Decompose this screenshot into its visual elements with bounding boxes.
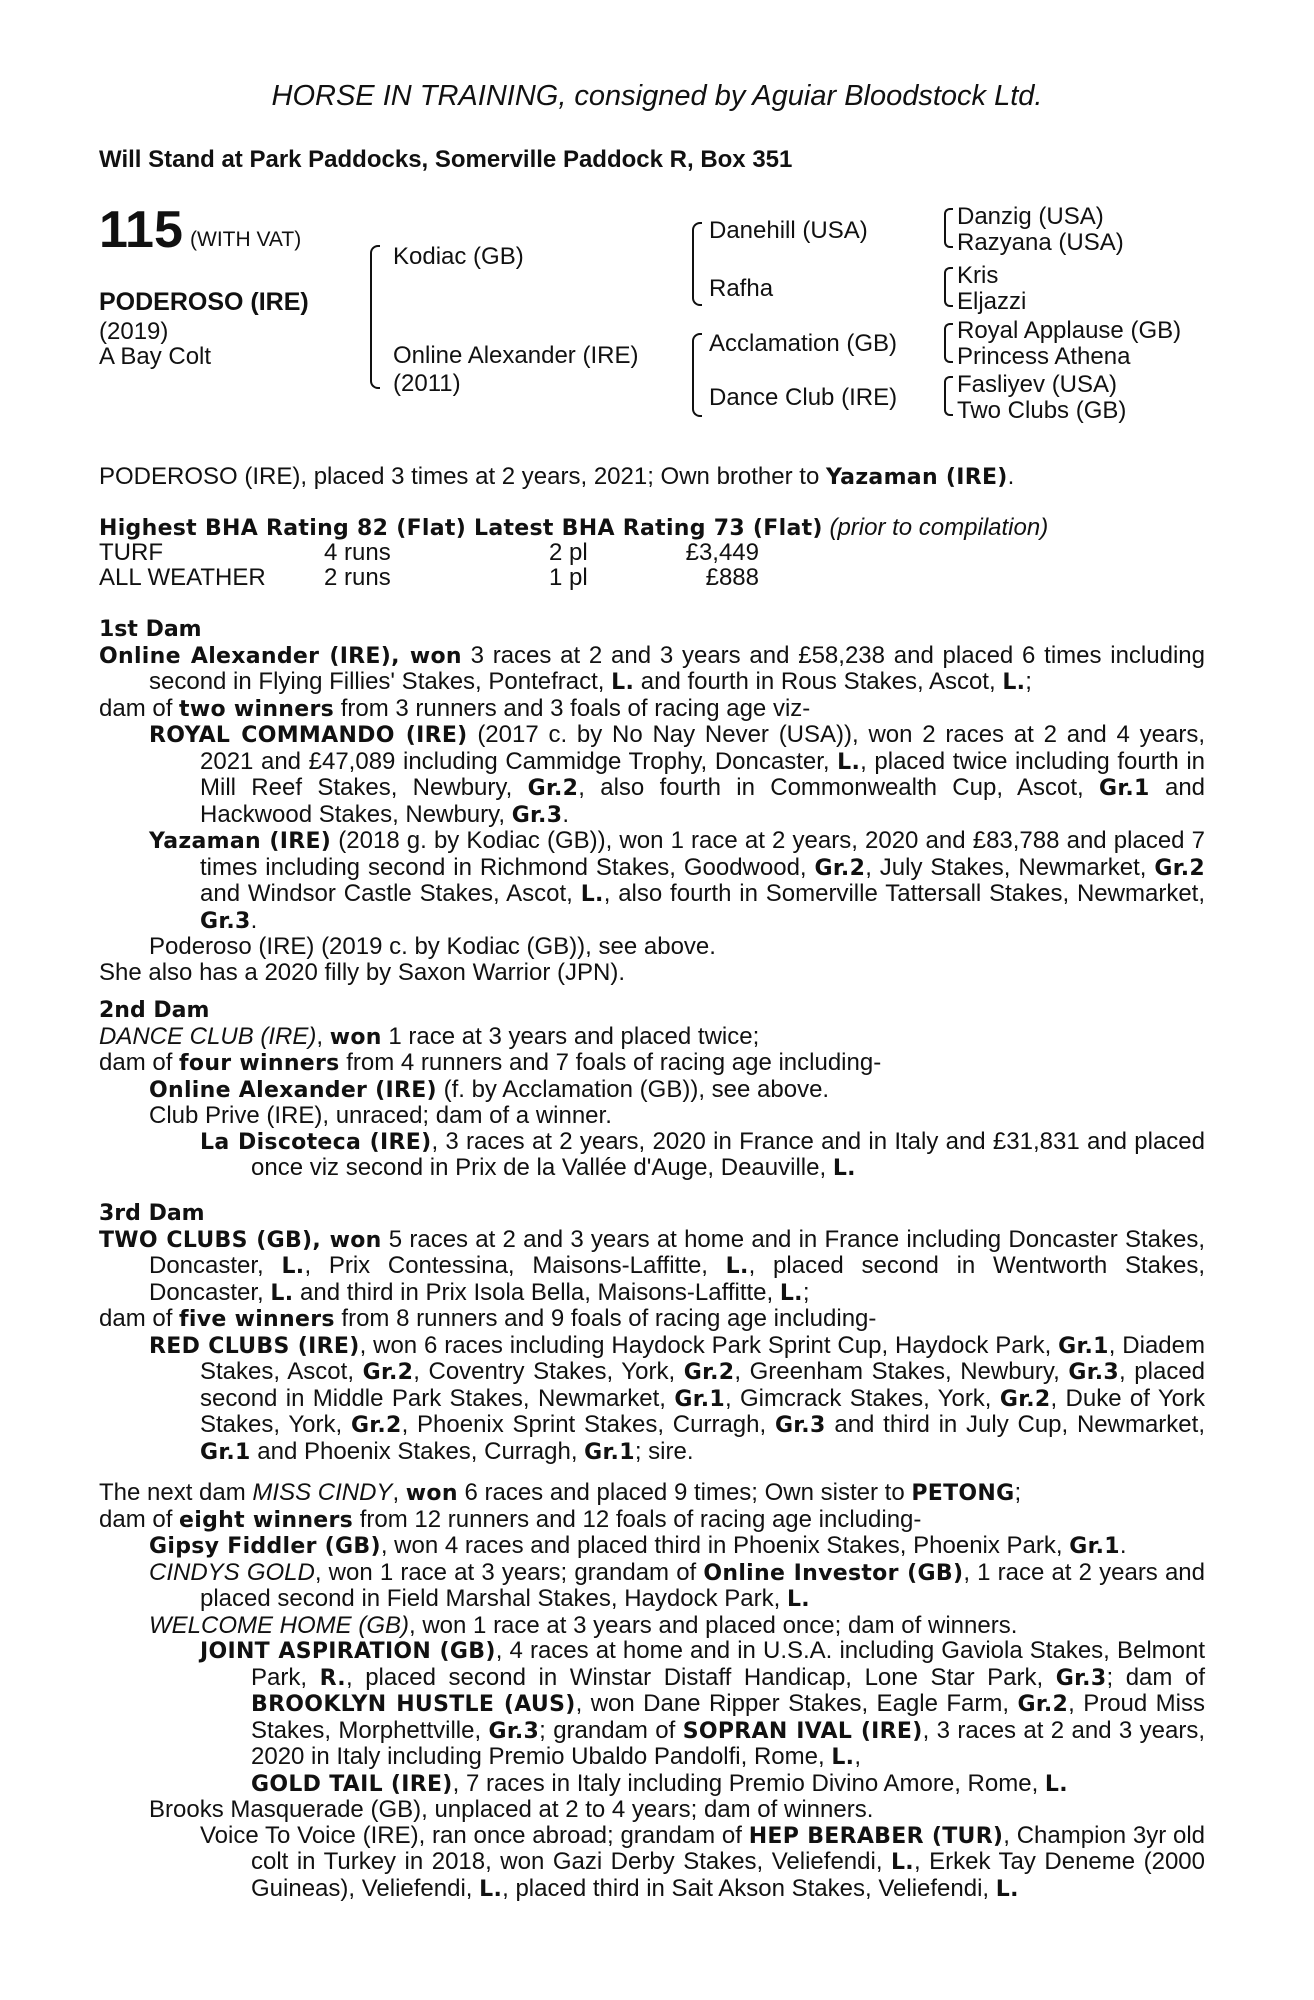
produce-entry: Club Prive (IRE), unraced; dam of a winner.	[149, 1102, 612, 1129]
pedigree-sdd: Eljazzi	[957, 288, 1027, 315]
produce-entry: CINDYS GOLD, won 1 race at 3 years; grandam of Online Investor (GB), 1 race at 2 years and placed second in Field Marshal Stakes, Haydock Park, L.	[149, 1558, 1205, 1612]
pedigree-dam-dam: Dance Club (IRE)	[709, 384, 898, 411]
bracket-dam	[692, 333, 702, 417]
pedigree-ddd: Two Clubs (GB)	[957, 397, 1127, 424]
produce-entry: Brooks Masquerade (GB), unplaced at 2 to 4 years; dam of winners.	[149, 1796, 874, 1823]
rating-note: (prior to compilation)	[829, 514, 1049, 541]
bracket-gen1	[370, 245, 380, 389]
rating-highest: Highest BHA Rating 82 (Flat) Latest BHA Rating 73 (Flat)	[99, 516, 823, 541]
produce-entry: Online Alexander (IRE) (f. by Acclamation (GB)), see above.	[149, 1075, 830, 1103]
pedigree-ssd: Razyana (USA)	[957, 229, 1124, 256]
stand-location: Will Stand at Park Paddocks, Somerville Paddock R, Box 351	[99, 146, 793, 173]
vat-label: (WITH VAT)	[190, 228, 302, 251]
race-record-table	[99, 540, 759, 590]
produce-entry: ROYAL COMMANDO (IRE) (2017 c. by No Nay Never (USA)), won 2 races at 2 and 4 years, 2021 and £47,089 including Cammidge Trophy, Doncaster, L., placed twice including fourth in Mill Reef Stakes, Newbury, Gr.2, also fourth in Commonwealth Cup, Ascot, Gr.1 and Hackwood Stakes, Newbury, Gr.3.	[149, 721, 1206, 828]
first-dam-section: 1st Dam Online Alexander (IRE), won 3 races at 2 and 3 years and £58,238 and placed 6 times including second in Flying Fillies' Stakes, Pontefract, L. and fourth in Rous Stakes, Ascot, L.; dam of two winners from 3 runners and 3 foals of racing age viz- ROYAL COMMANDO (IRE) (2017 c. by No Nay Never (USA)), won 2 races at 2 and 4 years, 2021 and £47,089 including Cammidge Trophy, Doncaster, L., placed twice including fourth in Mill Reef Stakes, Newbury, Gr.2, also fourth in Commonwealth Cup, Ascot, Gr.1 and Hackwood Stakes, Newbury, Gr.3. Yazaman (IRE) (2018 g. by Kodiac (GB)), won 1 race at 2 years, 2020 and £83,788 and placed 7 times including second in Richmond Stakes, Goodwood, Gr.2, July Stakes, Newmarket, Gr.2 and Windsor Castle Stakes, Ascot, L., also fourth in Somerville Tattersall Stakes, Newmarket, Gr.3. Poderoso (IRE) (2019 c. by Kodiac (GB)), see above. She also has a 2020 filly by Saxon Warrior (JPN).	[99, 617, 1206, 986]
produce-entry: Poderoso (IRE) (2019 c. by Kodiac (GB)), see above.	[149, 933, 716, 960]
horse-name: PODEROSO (IRE)	[99, 288, 309, 316]
pedigree-dam-year: (2011)	[393, 370, 461, 397]
summary-line: PODEROSO (IRE), placed 3 times at 2 years, 2021; Own brother to Yazaman (IRE).	[99, 463, 1015, 490]
produce-entry: Gipsy Fiddler (GB), won 4 races and placed third in Phoenix Stakes, Phoenix Park, Gr.1.	[149, 1532, 1127, 1559]
pedigree-sss: Danzig (USA)	[957, 203, 1104, 230]
produce-entry: JOINT ASPIRATION (GB), 4 races at home and in U.S.A. including Gaviola Stakes, Belmont Park, R., placed second in Winstar Distaff Handicap, Lone Star Park, Gr.3; dam of BROOKLYN HUSTLE (AUS), won Dane Ripper Stakes, Eagle Farm, Gr.2, Proud Miss Stakes, Morphettville, Gr.3; grandam of SOPRAN IVAL (IRE), 3 races at 2 and 3 years, 2020 in Italy including Premio Ubaldo Pandolfi, Rome, L.,	[200, 1637, 1206, 1770]
horse-year: (2019)	[99, 318, 169, 345]
pedigree-dsd: Princess Athena	[957, 343, 1131, 370]
pedigree-sire: Kodiac (GB)	[393, 243, 524, 270]
dam-entry: Online Alexander (IRE), won 3 races at 2 and 3 years and £58,238 and placed 6 times including second in Flying Fillies' Stakes, Pontefract, L. and fourth in Rous Stakes, Ascot, L.;	[99, 641, 1205, 695]
table-row: TURF 4 runs 2 pl £3,449	[99, 539, 759, 566]
lot-number: 115	[99, 201, 183, 259]
pedigree-sds: Kris	[957, 262, 999, 289]
pedigree-dam: Online Alexander (IRE)	[393, 342, 639, 369]
produce-entry: WELCOME HOME (GB), won 1 race at 3 years and placed once; dam of winners.	[149, 1611, 1018, 1639]
bracket-ds	[944, 323, 953, 363]
pedigree-dam-sire: Acclamation (GB)	[709, 330, 898, 357]
pedigree-sire-sire: Danehill (USA)	[709, 217, 868, 244]
horse-description: A Bay Colt	[99, 343, 212, 370]
produce-entry: La Discoteca (IRE), 3 races at 2 years, 2020 in France and in Italy and £31,831 and placed once viz second in Prix de la Vallée d'Auge, Deauville, L.	[200, 1127, 1205, 1181]
section-heading: 1st Dam	[99, 617, 202, 642]
bracket-dd	[944, 376, 953, 416]
produce-entry: She also has a 2020 filly by Saxon Warrior (JPN).	[99, 958, 625, 986]
produce-entry: RED CLUBS (IRE), won 6 races including Haydock Park Sprint Cup, Haydock Park, Gr.1, Diadem Stakes, Ascot, Gr.2, Coventry Stakes, York, Gr.2, Greenham Stakes, Newbury, Gr.3, placed second in Middle Park Stakes, Newmarket, Gr.1, Gimcrack Stakes, York, Gr.2, Duke of York Stakes, York, Gr.2, Phoenix Sprint Stakes, Curragh, Gr.3 and third in July Cup, Newmarket, Gr.1 and Phoenix Stakes, Curragh, Gr.1; sire.	[149, 1331, 1206, 1465]
table-row: ALL WEATHER 2 runs 1 pl £888	[99, 564, 759, 591]
second-dam-section: 2nd Dam DANCE CLUB (IRE), won 1 race at 3 years and placed twice; dam of four winners from 4 runners and 7 foals of racing age including- Online Alexander (IRE) (f. by Acclamation (GB)), see above. Club Prive (IRE), unraced; dam of a winner. La Discoteca (IRE), 3 races at 2 years, 2020 in France and in Italy and £31,831 and placed once viz second in Prix de la Vallée d'Auge, Deauville, L.	[99, 998, 1205, 1181]
section-heading: 3rd Dam	[99, 1201, 205, 1226]
section-heading: 2nd Dam	[99, 998, 210, 1023]
produce-entry: Yazaman (IRE) (2018 g. by Kodiac (GB)), won 1 race at 2 years, 2020 and £83,788 and placed 7 times including second in Richmond Stakes, Goodwood, Gr.2, July Stakes, Newmarket, Gr.2 and Windsor Castle Stakes, Ascot, L., also fourth in Somerville Tattersall Stakes, Newmarket, Gr.3.	[149, 827, 1206, 934]
bracket-ss	[944, 208, 953, 248]
dam-entry: TWO CLUBS (GB), won 5 races at 2 and 3 years at home and in France including Doncaster Stakes, Doncaster, L., Prix Contessina, Maisons-Laffitte, L., placed second in Wentworth Stakes, Doncaster, L. and third in Prix Isola Bella, Maisons-Laffitte, L.;	[99, 1225, 1206, 1306]
pedigree-sire-dam: Rafha	[709, 275, 774, 302]
rating-line	[99, 515, 1205, 542]
consignment-heading: HORSE IN TRAINING, consigned by Aguiar Bloodstock Ltd.	[271, 80, 1043, 112]
pedigree-dds: Fasliyev (USA)	[957, 371, 1118, 398]
pedigree-dss: Royal Applause (GB)	[957, 317, 1182, 344]
produce-entry: GOLD TAIL (IRE), 7 races in Italy including Premio Divino Amore, Rome, L.	[251, 1769, 1068, 1797]
next-dam-section: The next dam MISS CINDY, won 6 races and placed 9 times; Own sister to PETONG; dam of eight winners from 12 runners and 12 foals of racing age including- Gipsy Fiddler (GB), won 4 races and placed third in Phoenix Stakes, Phoenix Park, Gr.1. CINDYS GOLD, won 1 race at 3 years; grandam of Online Investor (GB), 1 race at 2 years and placed second in Field Marshal Stakes, Haydock Park, L. WELCOME HOME (GB), won 1 race at 3 years and placed once; dam of winners. JOINT ASPIRATION (GB), 4 races at home and in U.S.A. including Gaviola Stakes, Belmont Park, R., placed second in Winstar Distaff Handicap, Lone Star Park, Gr.3; dam of BROOKLYN HUSTLE (AUS), won Dane Ripper Stakes, Eagle Farm, Gr.2, Proud Miss Stakes, Morphettville, Gr.3; grandam of SOPRAN IVAL (IRE), 3 races at 2 and 3 years, 2020 in Italy including Premio Ubaldo Pandolfi, Rome, L., GOLD TAIL (IRE), 7 races in Italy including Premio Divino Amore, Rome, L. Brooks Masquerade (GB), unplaced at 2 to 4 years; dam of winners. Voice To Voice (IRE), ran once abroad; grandam of HEP BERABER (TUR), Champion 3yr old colt in Turkey in 2018, won Gazi Derby Stakes, Veliefendi, L., Erkek Tay Deneme (2000 Guineas), Veliefendi, L., placed third in Sait Akson Stakes, Veliefendi, L.	[99, 1479, 1206, 1902]
third-dam-section: 3rd Dam TWO CLUBS (GB), won 5 races at 2 and 3 years at home and in France including Doncaster Stakes, Doncaster, L., Prix Contessina, Maisons-Laffitte, L., placed second in Wentworth Stakes, Doncaster, L. and third in Prix Isola Bella, Maisons-Laffitte, L.; dam of five winners from 8 runners and 9 foals of racing age including- RED CLUBS (IRE), won 6 races including Haydock Park Sprint Cup, Haydock Park, Gr.1, Diadem Stakes, Ascot, Gr.2, Coventry Stakes, York, Gr.2, Greenham Stakes, Newbury, Gr.3, placed second in Middle Park Stakes, Newmarket, Gr.1, Gimcrack Stakes, York, Gr.2, Duke of York Stakes, York, Gr.2, Phoenix Sprint Stakes, Curragh, Gr.3 and third in July Cup, Newmarket, Gr.1 and Phoenix Stakes, Curragh, Gr.1; sire.	[99, 1201, 1206, 1465]
produce-entry: Voice To Voice (IRE), ran once abroad; grandam of HEP BERABER (TUR), Champion 3yr old colt in Turkey in 2018, won Gazi Derby Stakes, Veliefendi, L., Erkek Tay Deneme (2000 Guineas), Veliefendi, L., placed third in Sait Akson Stakes, Veliefendi, L.	[200, 1821, 1206, 1902]
bracket-sire	[692, 222, 702, 306]
bracket-sd	[944, 267, 953, 307]
